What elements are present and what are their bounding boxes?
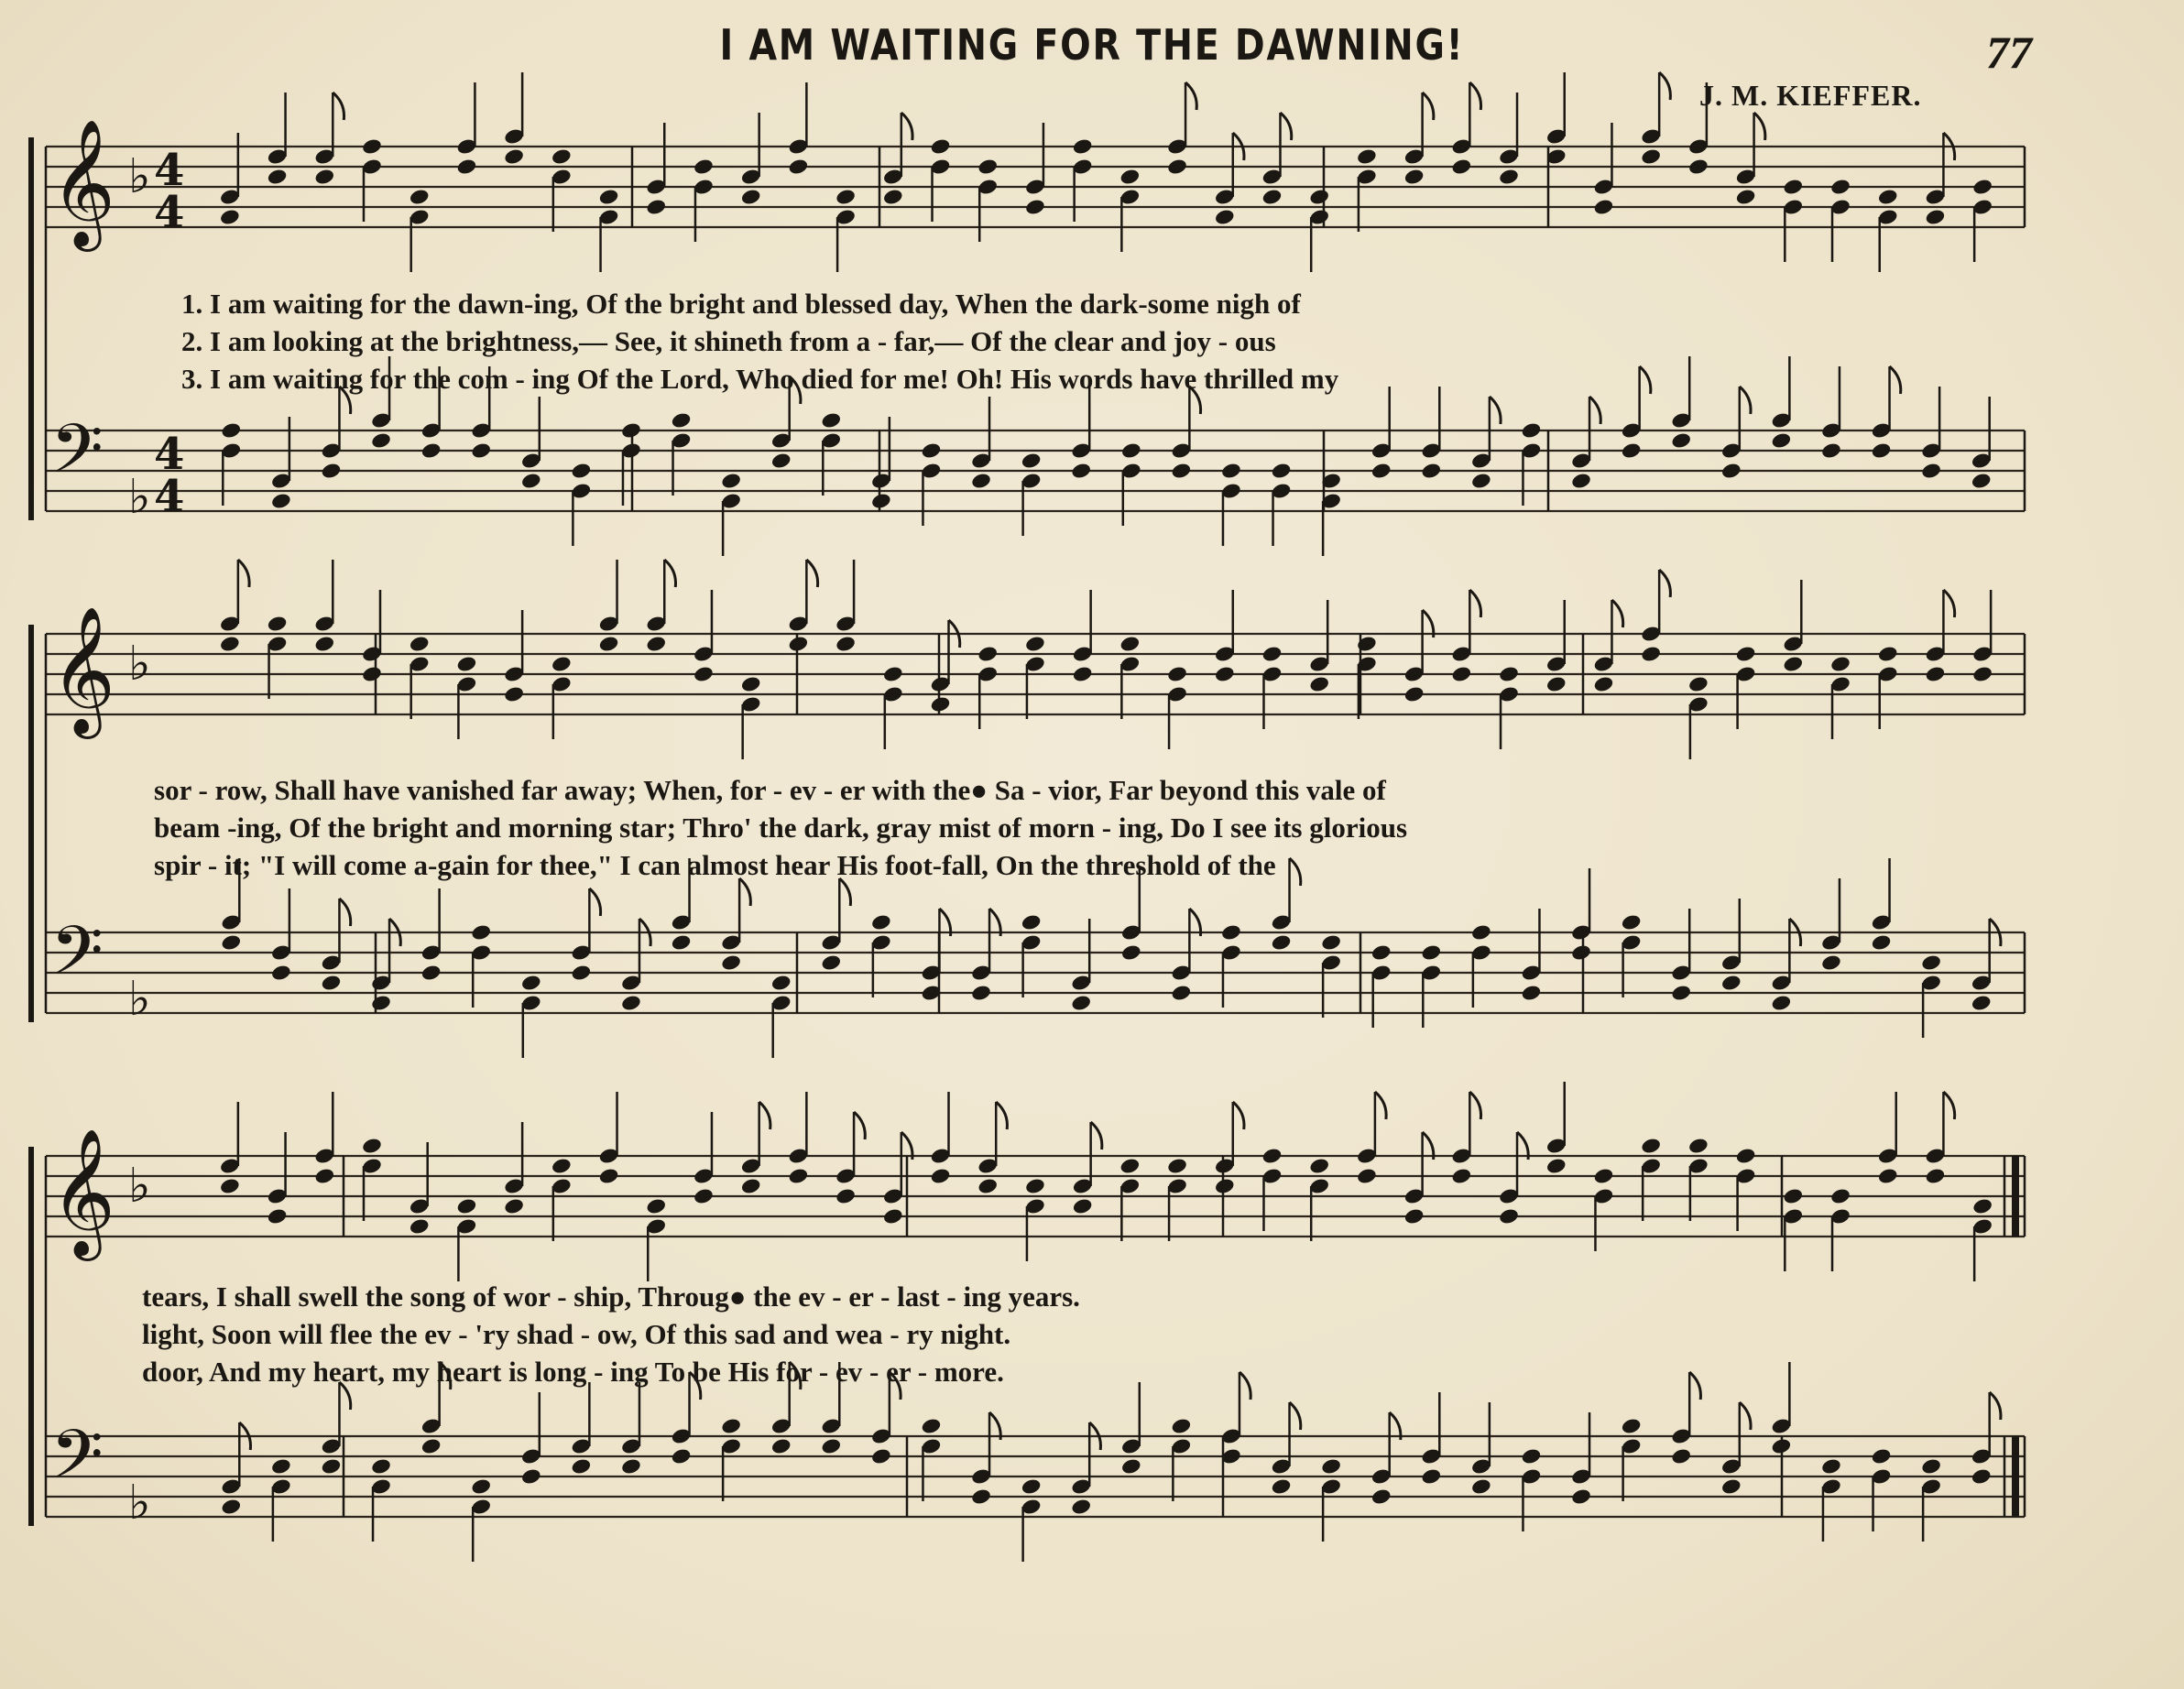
note-head [1451,1167,1473,1185]
note-head [1570,472,1592,490]
note-head [267,1207,289,1226]
note-head [598,1167,620,1185]
note-head [1820,1457,1842,1476]
note-head [270,492,292,510]
note-head [503,147,525,166]
note-head [1687,1137,1709,1155]
note-head [930,137,952,156]
lyric-line-s3-v1: tears, I shall swell the song of wor - ship, Throug● the ev - er - last - ing years. [142,1280,1080,1313]
note-head [1783,1187,1805,1205]
page-number: 77 [1986,27,2032,78]
note-head [1670,1447,1692,1466]
note-head [1621,441,1643,460]
note-head [1783,655,1805,673]
note-flag [1740,1402,1751,1430]
note-head [1308,1157,1330,1175]
note-head [370,1457,392,1476]
note-head [1925,208,1947,226]
note-head [1771,994,1793,1012]
lyric-line-s1-v3: 3. I am waiting for the com - ing Of the Lord, Who died for me! Oh! His words have thrilled my [181,363,1339,395]
note-head [1119,635,1141,653]
flat-sign-icon: ♭ [128,1476,151,1531]
note-head [1971,178,1993,196]
note-head [835,188,857,206]
note-head [1070,994,1092,1012]
bass-clef-icon: 𝄢 [50,409,104,506]
note-head [1925,665,1947,683]
note-head [221,1498,243,1516]
note-flag [1943,1092,1954,1119]
note-flag [806,560,817,587]
note-head [970,1487,992,1506]
lyric-line-s2-v2: beam -ing, Of the bright and morning star; Thro' the dark, gray mist of morn - ing, Do I see its glorious [154,812,1408,844]
note-head [1261,188,1283,206]
note-flag [1375,1092,1386,1119]
flat-sign-icon: ♭ [128,637,151,692]
note-flag [1469,1092,1480,1119]
note-head [1119,168,1141,186]
note-head [921,1417,943,1435]
flat-sign-icon: ♭ [128,1159,151,1214]
note-head [740,675,762,693]
note-head [1820,953,1842,972]
note-flag [854,1112,865,1139]
note-head [313,168,335,186]
note-head [1072,137,1094,156]
note-flag [1280,113,1291,140]
note-flag [1185,82,1196,110]
treble-time-signature: 4 [154,145,185,196]
note-head [1320,933,1342,952]
note-head [1120,943,1142,962]
note-head [970,472,992,490]
note-head [270,1457,292,1476]
note-head [671,411,693,430]
note-head [470,1477,492,1496]
note-flag [1943,590,1954,617]
note-head [503,685,525,703]
note-head [1320,1457,1342,1476]
bass-time-signature: 4 [154,471,185,522]
note-head [1735,645,1757,663]
note-head [1521,1447,1543,1466]
note-head [1214,208,1236,226]
note-head [870,913,892,932]
note-head [788,1167,810,1185]
note-head [1498,1207,1520,1226]
note-flag [333,93,344,120]
note-head [1171,462,1193,480]
note-flag [901,113,912,140]
note-head [1771,1437,1793,1455]
note-head [1214,665,1236,683]
note-head [361,1137,383,1155]
note-head [1545,1157,1567,1175]
note-head [1871,933,1893,952]
note-flag [589,888,600,916]
note-head [1925,1167,1947,1185]
note-head [1024,198,1046,216]
note-head [1421,943,1443,962]
note-head [1470,1477,1492,1496]
note-head [645,1197,667,1215]
note-head [1971,665,1993,683]
note-head [219,1177,241,1195]
note-head [1971,994,1993,1012]
note-head [409,1217,431,1236]
note-head [620,1457,642,1476]
bass-clef-icon: 𝄢 [50,1415,104,1511]
note-head [693,158,715,176]
note-flag [1659,570,1670,597]
note-head [1271,462,1293,480]
note-head [1871,441,1893,460]
note-head [1171,984,1193,1002]
note-head [313,1167,335,1185]
hymn-title: I AM WAITING FOR THE DAWNING! [719,20,1465,70]
note-head [1771,431,1793,450]
note-head [1829,1187,1851,1205]
note-head [313,635,335,653]
note-head [1735,1147,1757,1165]
note-head [788,158,810,176]
note-head [1971,1197,1993,1215]
note-flag [664,560,675,587]
note-head [1820,441,1842,460]
note-flag [739,878,750,906]
composer-credit: J. M. KIEFFER. [1699,79,1922,112]
lyric-line-s2-v3: spir - it; "I will come a-gain for thee," I can almost hear His foot-fall, On the threshold of the [154,849,1276,881]
note-flag [1469,82,1480,110]
note-head [1920,953,1942,972]
note-head [321,1457,343,1476]
note-flag [1233,1102,1244,1129]
note-head [1308,188,1330,206]
note-head [1261,1147,1283,1165]
note-head [470,441,492,460]
note-head [821,1437,843,1455]
note-head [1421,462,1443,480]
note-head [1072,1197,1094,1215]
note-head [1971,1467,1993,1486]
note-head [1470,923,1492,942]
note-head [1920,462,1942,480]
note-head [835,635,857,653]
flat-sign-icon: ♭ [128,470,151,525]
bass-time-signature: 4 [154,429,185,480]
note-head [821,953,843,972]
note-head [1120,441,1142,460]
note-head [671,933,693,952]
flat-sign-icon: ♭ [128,149,151,204]
note-head [1971,472,1993,490]
note-head [1421,1467,1443,1486]
note-head [1451,158,1473,176]
note-head [1166,1157,1188,1175]
note-flag [1659,72,1670,100]
note-head [409,635,431,653]
bass-clef-icon: 𝄢 [50,911,104,1008]
note-head [930,1167,952,1185]
note-head [970,984,992,1002]
lyric-line-s1-v1: 1. I am waiting for the dawn-ing, Of the bright and blessed day, When the dark-some nigh of [181,288,1301,320]
note-head [1470,472,1492,490]
note-head [1521,984,1543,1002]
note-head [1545,675,1567,693]
note-head [1403,1207,1425,1226]
note-flag [238,560,249,587]
note-head [835,1187,857,1205]
note-head [1498,168,1520,186]
note-head [882,665,904,683]
note-head [1687,158,1709,176]
note-head [1070,462,1092,480]
note-head [456,158,478,176]
note-head [270,964,292,982]
note-head [770,1437,792,1455]
note-head [720,1417,742,1435]
note-head [361,137,383,156]
note-head [1370,1487,1392,1506]
note-head [571,964,593,982]
note-head [1166,158,1188,176]
note-head [620,994,642,1012]
note-head [1877,188,1899,206]
note-head [1829,655,1851,673]
note-head [1220,462,1242,480]
note-head [1687,675,1709,693]
note-head [1451,665,1473,683]
note-head [1877,1167,1899,1185]
note-head [1171,1417,1193,1435]
note-head [740,1177,762,1195]
note-head [219,208,241,226]
note-flag [1640,366,1651,394]
note-flag [1589,397,1600,424]
note-head [1356,147,1378,166]
note-head [221,933,243,952]
note-head [361,665,383,683]
note-head [1570,943,1592,962]
treble-clef-icon: 𝄞 [50,119,115,246]
note-head [1024,635,1046,653]
note-head [1593,675,1615,693]
note-head [267,168,289,186]
note-flag [1091,1122,1102,1150]
note-head [671,1447,693,1466]
note-head [420,1437,442,1455]
note-head [1670,984,1692,1002]
note-head [930,695,952,714]
note-head [720,472,742,490]
note-head [1220,923,1242,942]
note-flag [996,1102,1007,1129]
note-head [821,411,843,430]
note-flag [339,899,350,926]
note-head [420,441,442,460]
note-head [977,1177,999,1195]
note-head [1829,178,1851,196]
note-head [1498,665,1520,683]
note-head [1735,188,1757,206]
note-head [770,974,792,992]
note-head [720,953,742,972]
note-head [321,974,343,992]
note-head [1356,635,1378,653]
note-head [977,158,999,176]
note-head [551,655,573,673]
note-head [520,974,542,992]
note-head [370,994,392,1012]
note-flag [1754,113,1765,140]
note-flag [1423,93,1434,120]
treble-clef-icon: 𝄞 [50,606,115,734]
note-head [882,188,904,206]
note-head [551,1157,573,1175]
note-head [503,1197,525,1215]
note-head [370,431,392,450]
note-flag [1290,1402,1301,1430]
note-head [1271,1477,1293,1496]
note-flag [1890,366,1901,394]
note-head [598,635,620,653]
note-flag [759,1102,770,1129]
note-head [1370,462,1392,480]
note-flag [1689,1372,1700,1400]
note-head [1570,1487,1592,1506]
note-head [870,1447,892,1466]
note-head [456,655,478,673]
note-head [1521,421,1543,440]
note-head [470,923,492,942]
note-head [788,635,810,653]
note-head [770,452,792,470]
note-head [693,665,715,683]
note-flag [1611,600,1622,627]
note-head [1070,1498,1092,1516]
note-head [1214,1177,1236,1195]
note-head [1021,913,1043,932]
note-head [1621,913,1643,932]
note-head [1640,645,1662,663]
note-head [1877,645,1899,663]
note-flag [1490,397,1501,424]
note-head [1308,675,1330,693]
note-head [551,147,573,166]
lyric-line-s3-v3: door, And my heart, my heart is long - ing To be His for - ev - er - more. [142,1356,1004,1388]
note-head [1403,168,1425,186]
note-head [1720,462,1742,480]
lyric-line-s2-v1: sor - row, Shall have vanished far away; When, for - ev - er with the● Sa - vior, Far beyond this vale of [154,774,1386,806]
lyric-line-s3-v2: light, Soon will flee the ev - 'ry shad - ow, Of this sad and wea - ry night. [142,1318,1011,1350]
note-head [1720,974,1742,992]
note-head [1021,452,1043,470]
note-flag [1239,1372,1250,1400]
note-head [520,1467,542,1486]
note-head [598,188,620,206]
note-flag [1469,590,1480,617]
note-head [740,188,762,206]
note-head [1670,431,1692,450]
note-head [693,1187,715,1205]
note-head [571,462,593,480]
note-head [1370,943,1392,962]
note-flag [839,878,850,906]
note-head [1783,178,1805,196]
note-head [1356,1167,1378,1185]
note-head [456,1197,478,1215]
note-head [882,1207,904,1226]
note-head [520,472,542,490]
note-head [1640,147,1662,166]
note-head [267,615,289,633]
note-head [219,635,241,653]
note-head [1120,1457,1142,1476]
note-head [1271,933,1293,952]
note-head [1720,1477,1742,1496]
note-head [221,421,243,440]
note-head [1920,1457,1942,1476]
note-head [870,492,892,510]
note-head [1640,1137,1662,1155]
note-flag [1990,1392,2001,1420]
note-head [1593,1167,1615,1185]
lyric-line-s1-v2: 2. I am looking at the brightness,— See, it shineth from a - far,— Of the clear and joy - ous [181,325,1276,357]
note-head [1072,665,1094,683]
note-flag [1740,387,1751,414]
note-head [645,635,667,653]
treble-clef-icon: 𝄞 [50,1128,115,1256]
note-head [1403,685,1425,703]
note-head [1621,1417,1643,1435]
note-head [1024,1177,1046,1195]
note-head [645,198,667,216]
note-head [1021,1477,1043,1496]
note-head [321,462,343,480]
flat-sign-icon: ♭ [128,972,151,1027]
note-head [620,421,642,440]
note-head [571,1457,593,1476]
note-head [977,645,999,663]
note-head [1871,1447,1893,1466]
note-head [1166,665,1188,683]
note-flag [1290,858,1301,886]
note-head [420,964,442,982]
note-head [1261,645,1283,663]
note-head [409,188,431,206]
note-head [921,441,943,460]
note-head [1119,1157,1141,1175]
treble-time-signature: 4 [154,187,185,238]
note-head [1593,198,1615,216]
